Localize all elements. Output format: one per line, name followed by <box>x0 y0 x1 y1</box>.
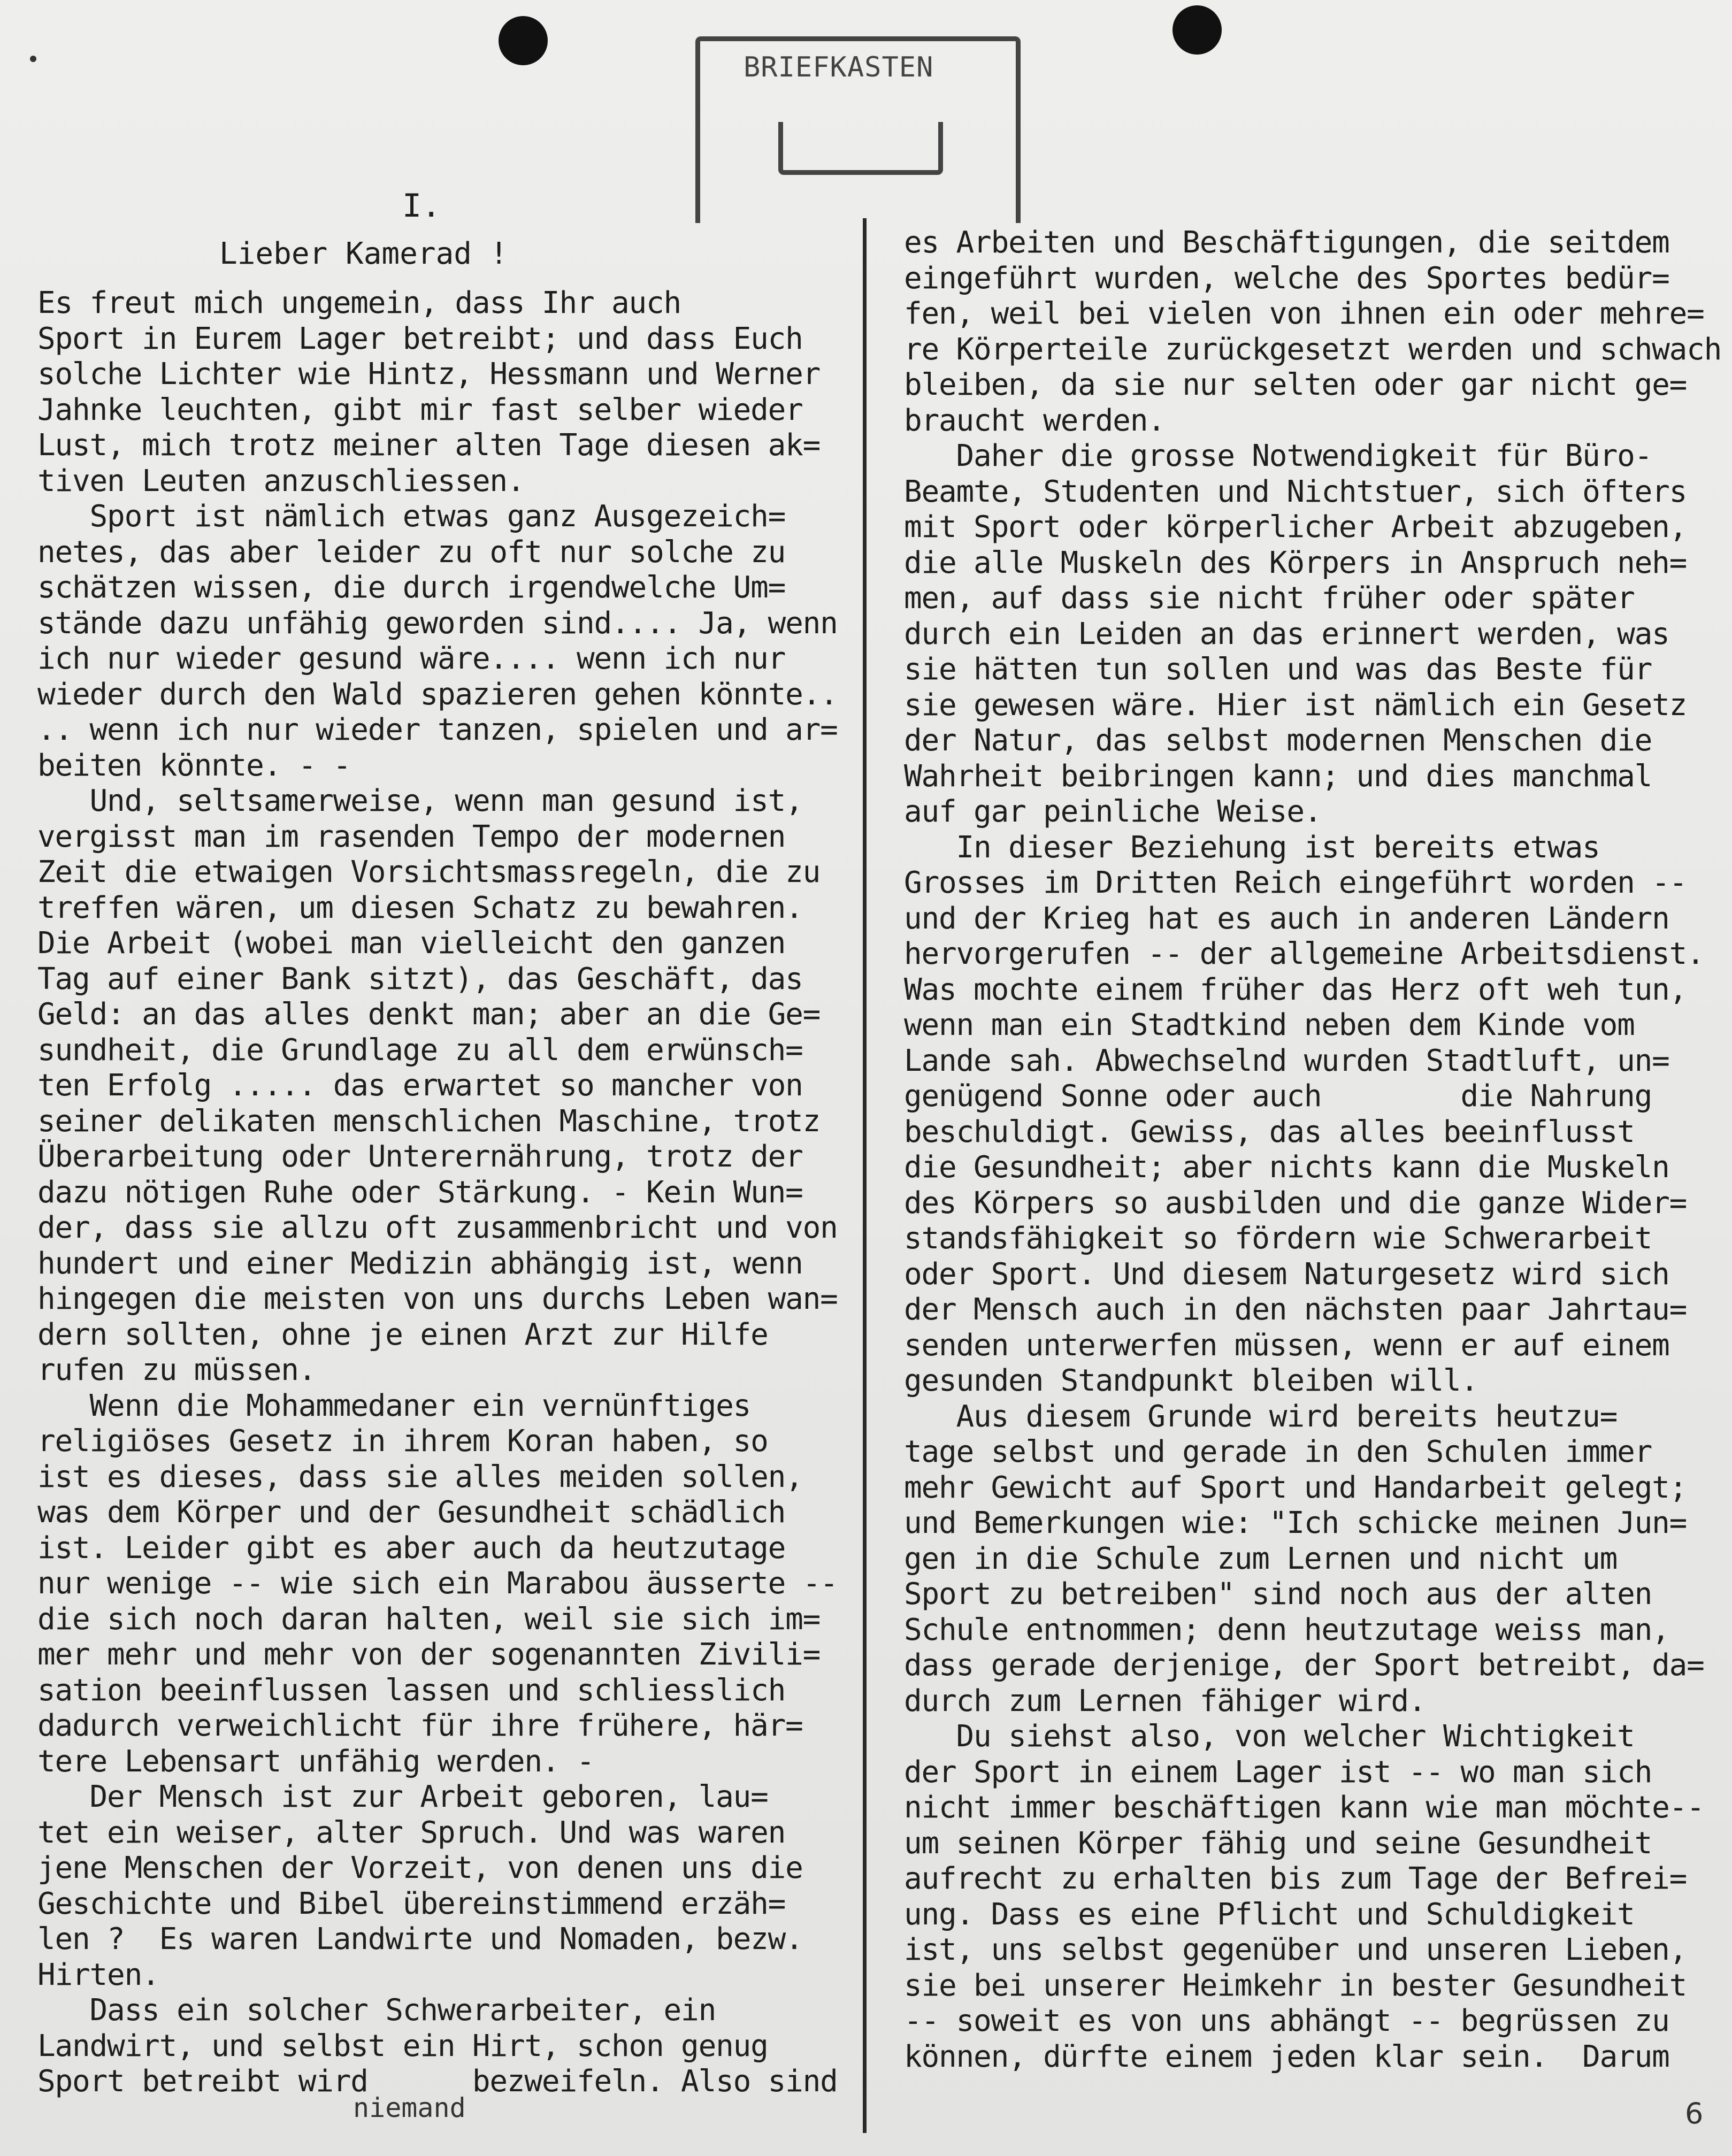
right-column-line: des Körpers so ausbilden und die ganze Wider= <box>904 1185 1687 1221</box>
left-column-line: Überarbeitung oder Unterernährung, trotz der <box>37 1139 803 1174</box>
right-column-line: Was mochte einem früher das Herz oft weh tun, <box>904 972 1687 1007</box>
left-column-line: hingegen die meisten von uns durchs Leben wan= <box>37 1282 838 1316</box>
left-column-line: Und, seltsamerweise, wenn man gesund ist, <box>37 784 803 818</box>
left-column-line: tet ein weiser, alter Spruch. Und was waren <box>37 1815 786 1850</box>
left-column-line: hundert und einer Medizin abhängig ist, wenn <box>37 1246 803 1281</box>
right-column-line: durch zum Lernen fähiger wird. <box>904 1683 1426 1718</box>
left-column-line: die sich noch daran halten, weil sie sich im= <box>37 1601 821 1637</box>
left-column-line: schätzen wissen, die durch irgendwelche Um= <box>37 570 786 605</box>
right-column-line: gen in die Schule zum Lernen und nicht um <box>904 1541 1618 1576</box>
left-column-line: sation beeinflussen lassen und schliesslich <box>37 1672 786 1708</box>
left-column-line: ist es dieses, dass sie alles meiden sollen, <box>37 1459 803 1494</box>
left-column-line: tiven Leuten anzuschliessen. <box>37 463 525 498</box>
left-column-line: was dem Körper und der Gesundheit schädlich <box>37 1495 786 1530</box>
salutation: Lieber Kamerad ! <box>219 236 508 271</box>
left-column-line: solche Lichter wie Hintz, Hessmann und Werner <box>37 357 821 392</box>
right-column-line: oder Sport. Und diesem Naturgesetz wird sich <box>904 1256 1669 1292</box>
left-column-line: Hirten. <box>37 1957 159 1992</box>
left-column-line: Sport ist nämlich etwas ganz Ausgezeich= <box>37 499 786 534</box>
left-column-line: nur wenige -- wie sich ein Marabou äusserte -- <box>37 1566 838 1601</box>
right-column-line: der Natur, das selbst modernen Menschen die <box>904 723 1652 758</box>
left-column-line: vergisst man im rasenden Tempo der modernen <box>37 819 786 854</box>
left-column-line: mer mehr und mehr von der sogenannten Zivili= <box>37 1637 821 1672</box>
page-number: 6 <box>1685 2097 1704 2130</box>
left-column-line: Zeit die etwaigen Vorsichtsmassregeln, die zu <box>37 855 821 889</box>
left-column-line: len ? Es waren Landwirte und Nomaden, bezw. <box>37 1922 803 1956</box>
right-column-line: senden unterwerfen müssen, wenn er auf einem <box>904 1328 1669 1363</box>
right-column-line: auf gar peinliche Weise. <box>904 794 1322 829</box>
right-column-line: die alle Muskeln des Körpers in Anspruch neh= <box>904 545 1687 580</box>
right-column-line: In dieser Beziehung ist bereits etwas <box>904 830 1600 865</box>
right-column-line: und Bemerkungen wie: "Ich schicke meinen Jun= <box>904 1506 1687 1540</box>
left-column-line: seiner delikaten menschlichen Maschine, trotz <box>37 1103 821 1139</box>
left-column-line: Es freut mich ungemein, dass Ihr auch <box>37 286 681 320</box>
left-column-line: Tag auf einer Bank sitzt), das Geschäft, das <box>37 961 803 996</box>
left-column-line: wieder durch den Wald spazieren gehen könnte.. <box>37 677 838 712</box>
right-column-line: nicht immer beschäftigen kann wie man möchte-- <box>904 1790 1704 1825</box>
left-column-line: der, dass sie allzu oft zusammenbricht und von <box>37 1210 838 1245</box>
left-column-line: netes, das aber leider zu oft nur solche zu <box>37 534 786 570</box>
right-column-line: hervorgerufen -- der allgemeine Arbeitsdienst. <box>904 937 1704 971</box>
right-column-line: Grosses im Dritten Reich eingeführt worden -- <box>904 865 1687 900</box>
left-column-line: dadurch verweichlicht für ihre frühere, här= <box>37 1708 803 1743</box>
right-column-line: es Arbeiten und Beschäftigungen, die seitdem <box>904 225 1669 260</box>
right-column-line: um seinen Körper fähig und seine Gesundheit <box>904 1825 1652 1861</box>
right-column-line: Daher die grosse Notwendigkeit für Büro- <box>904 439 1652 473</box>
left-column-line: beiten könnte. - - <box>37 748 351 783</box>
right-column-line: dass gerade derjenige, der Sport betreibt, da= <box>904 1648 1704 1683</box>
right-column-line: Beamte, Studenten und Nichtstuer, sich öfters <box>904 474 1687 509</box>
right-column-line: sie bei unserer Heimkehr in bester Gesundheit <box>904 1968 1687 2003</box>
right-column-line: die Gesundheit; aber nichts kann die Muskeln <box>904 1150 1669 1185</box>
left-column-line: Lust, mich trotz meiner alten Tage diesen ak= <box>37 428 821 463</box>
left-column-line: Sport betreibt wird bezweifeln. Also sind <box>37 2064 838 2099</box>
left-column-line: Geld: an das alles denkt man; aber an die Ge= <box>37 997 821 1032</box>
right-column-line: bleiben, da sie nur selten oder gar nicht ge= <box>904 367 1687 402</box>
stamp-label: BRIEFKASTEN <box>744 51 934 83</box>
left-column-line: Geschichte und Bibel übereinstimmend erzäh= <box>37 1886 786 1921</box>
right-column-line: der Mensch auch in den nächsten paar Jahrtau= <box>904 1292 1687 1327</box>
left-column-line: stände dazu unfähig geworden sind.... Ja, wenn <box>37 605 838 641</box>
right-column-line: Sport zu betreiben" sind noch aus der alten <box>904 1577 1652 1612</box>
right-column-line: re Körperteile zurückgesetzt werden und schwach <box>904 332 1722 367</box>
handwritten-insertion: niemand <box>353 2092 466 2123</box>
ink-speck <box>30 56 36 62</box>
left-column-line: Dass ein solcher Schwerarbeiter, ein <box>37 1993 716 2028</box>
right-column-line: ung. Dass es eine Pflicht und Schuldigkeit <box>904 1897 1635 1932</box>
right-column-line: können, dürfte einem jeden klar sein. Darum <box>904 2039 1669 2074</box>
section-heading: I. <box>402 187 441 225</box>
left-column-line: Jahnke leuchten, gibt mir fast selber wieder <box>37 392 803 427</box>
column-divider <box>863 218 867 2133</box>
right-column-line: und der Krieg hat es auch in anderen Ländern <box>904 901 1669 936</box>
right-column-line: men, auf dass sie nicht früher oder später <box>904 581 1635 616</box>
left-column-line: tere Lebensart unfähig werden. - <box>37 1744 594 1779</box>
punch-hole-right <box>1172 5 1222 55</box>
left-column-line: Sport in Eurem Lager betreibt; und dass Euch <box>37 321 803 356</box>
left-column <box>37 286 850 2100</box>
mail-slot-icon <box>778 122 943 175</box>
left-column-line: jene Menschen der Vorzeit, von denen uns die <box>37 1851 803 1885</box>
left-column-line: religiöses Gesetz in ihrem Koran haben, so <box>37 1424 768 1459</box>
left-column-line: .. wenn ich nur wieder tanzen, spielen und ar= <box>37 712 838 747</box>
right-column-line: beschuldigt. Gewiss, das alles beeinflusst <box>904 1114 1635 1149</box>
right-column-line: gesunden Standpunkt bleiben will. <box>904 1363 1478 1398</box>
right-column-line: Aus diesem Grunde wird bereits heutzu= <box>904 1399 1618 1434</box>
left-column-line: dazu nötigen Ruhe oder Stärkung. - Kein Wun= <box>37 1175 803 1210</box>
punch-hole-left <box>499 16 548 65</box>
right-column-line: braucht werden. <box>904 403 1165 438</box>
left-column-line: Wenn die Mohammedaner ein vernünftiges <box>37 1388 751 1423</box>
left-column-line: dern sollten, ohne je einen Arzt zur Hilfe <box>37 1317 768 1352</box>
right-column-line: tage selbst und gerade in den Schulen immer <box>904 1434 1652 1469</box>
right-column-line: aufrecht zu erhalten bis zum Tage der Befrei= <box>904 1861 1687 1896</box>
right-column <box>904 225 1722 2075</box>
left-column-line: treffen wären, um diesen Schatz zu bewahren. <box>37 890 803 925</box>
right-column-line: standsfähigkeit so fördern wie Schwerarbeit <box>904 1221 1652 1256</box>
right-column-line: mit Sport oder körperlicher Arbeit abzugeben, <box>904 510 1687 544</box>
right-column-line: Wahrheit beibringen kann; und dies manchmal <box>904 758 1652 794</box>
left-column-line: Die Arbeit (wobei man vielleicht den ganzen <box>37 926 786 961</box>
right-column-line: sie hätten tun sollen und was das Beste für <box>904 652 1652 687</box>
right-column-line: Du siehst also, von welcher Wichtigkeit <box>904 1719 1635 1754</box>
left-column-line: ich nur wieder gesund wäre.... wenn ich nur <box>37 641 786 676</box>
right-column-line: Schule entnommen; denn heutzutage weiss man, <box>904 1612 1669 1647</box>
left-column-line: sundheit, die Grundlage zu all dem erwünsch= <box>37 1032 803 1068</box>
right-column-line: ist, uns selbst gegenüber und unseren Lieben, <box>904 1932 1687 1967</box>
right-column-line: der Sport in einem Lager ist -- wo man sich <box>904 1754 1652 1790</box>
right-column-line: genügend Sonne oder auch die Nahrung <box>904 1079 1652 1114</box>
right-column-line: sie gewesen wäre. Hier ist nämlich ein Gesetz <box>904 687 1687 723</box>
left-column-line: ten Erfolg ..... das erwartet so mancher von <box>37 1068 803 1103</box>
left-column-line: rufen zu müssen. <box>37 1353 316 1387</box>
right-column-line: mehr Gewicht auf Sport und Handarbeit gelegt; <box>904 1470 1687 1505</box>
left-column-line: Der Mensch ist zur Arbeit geboren, lau= <box>37 1779 768 1814</box>
left-column-line: ist. Leider gibt es aber auch da heutzutage <box>37 1530 786 1566</box>
right-column-line: fen, weil bei vielen von ihnen ein oder mehre= <box>904 296 1704 331</box>
right-column-line: wenn man ein Stadtkind neben dem Kinde vom <box>904 1008 1635 1042</box>
right-column-line: durch ein Leiden an das erinnert werden, was <box>904 616 1669 651</box>
left-column-line: Landwirt, und selbst ein Hirt, schon genug <box>37 2028 768 2063</box>
right-column-line: Lande sah. Abwechselnd wurden Stadtluft, un= <box>904 1043 1669 1078</box>
right-column-line: eingeführt wurden, welche des Sportes bedür= <box>904 260 1669 296</box>
right-column-line: -- soweit es von uns abhängt -- begrüssen zu <box>904 2004 1669 2038</box>
